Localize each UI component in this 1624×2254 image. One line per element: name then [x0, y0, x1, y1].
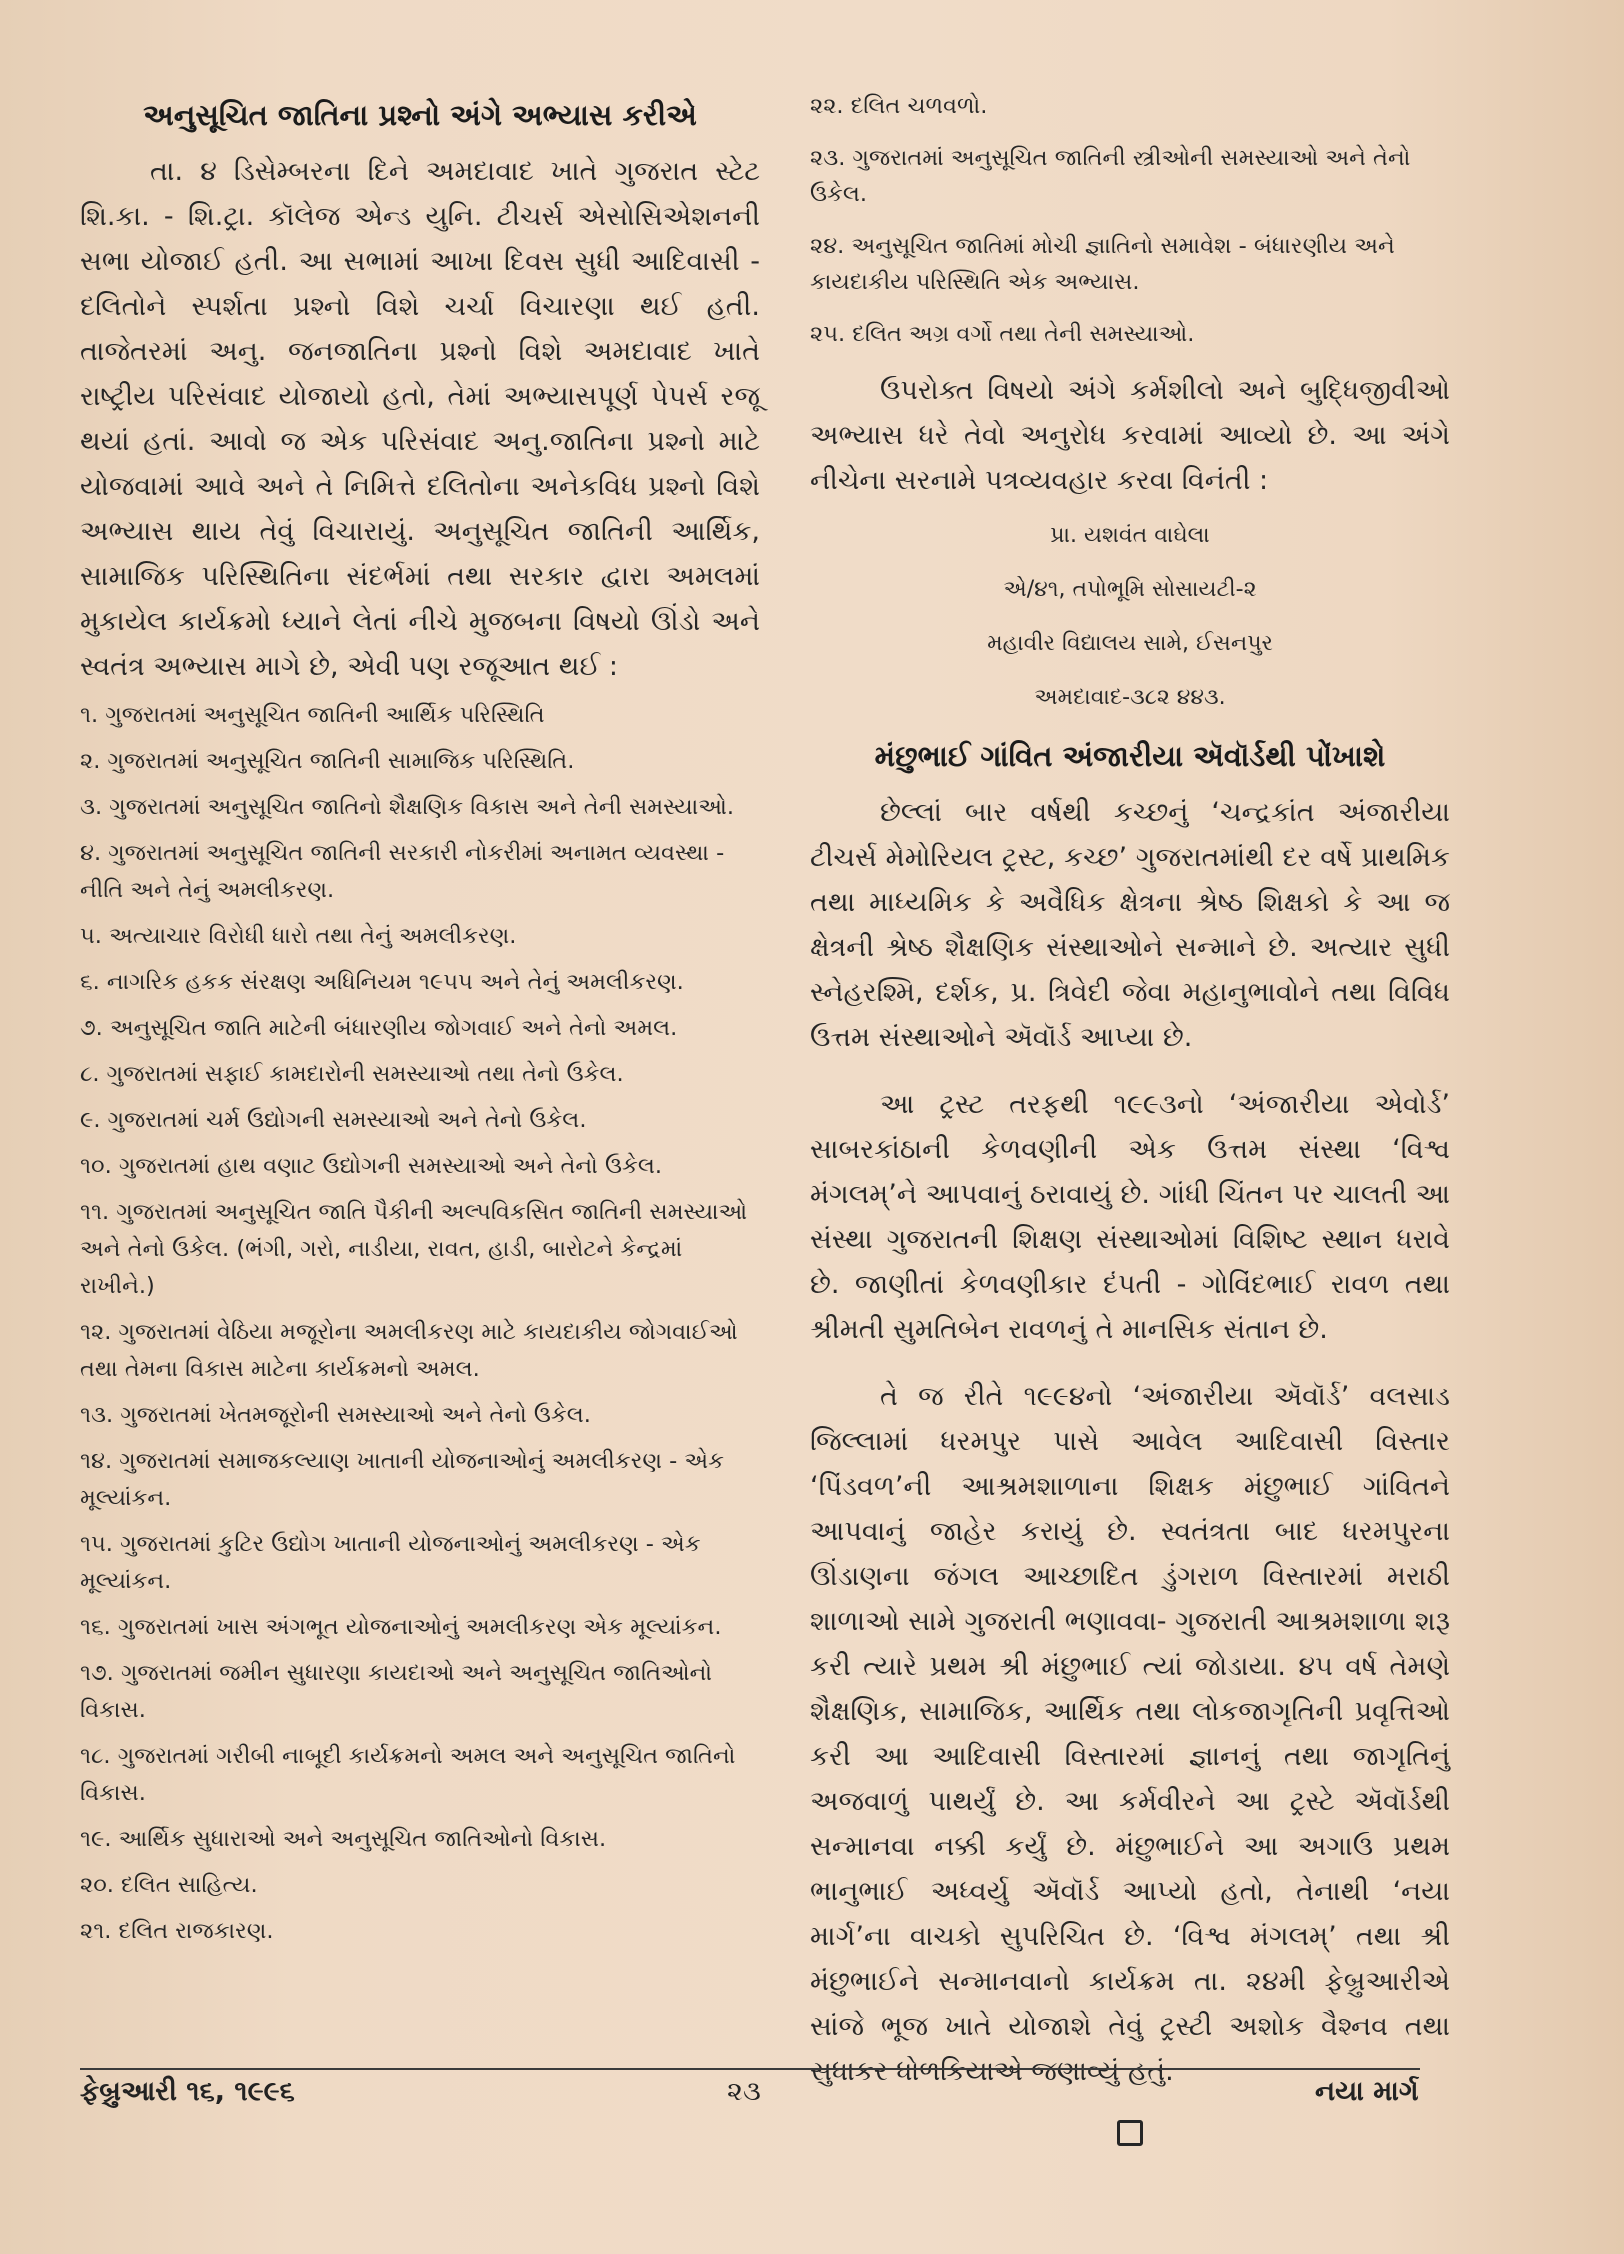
list-item: ૨૨. દલિત ચળવળો.: [810, 93, 988, 119]
address-line: એ/૪૧, તપોભૂમિ સોસાયટી-૨: [1003, 577, 1257, 602]
intro-paragraph: તા. ૪ ડિસેમ્બરના દિને અમદાવાદ ખાતે ગુજરાત સ્ટેટ શિ.કા. - શિ.ટ્રા. કૉલેજ એન્ડ યુનિ. ટીચર્સ એસોસિએશનની સભા યોજાઈ હતી. આ સભામાં આખા દિવસ સુધી આદિવાસી - દલિતોને સ્પર્શતા પ્રશ્નો વિશે ચર્ચા વિચારણા થઈ હતી. તાજેતરમાં અનુ. જનજાતિના પ્રશ્નો વિશે અમદાવાદ ખાતે રાષ્ટ્રીય પરિસંવાદ યોજાયો હતો, તેમાં અભ્યાસપૂર્ણ પેપર્સ રજૂ થયાં હતાં. આવો જ એક પરિસંવાદ અનુ.જાતિના પ્રશ્નો માટે યોજવામાં આવે અને તે નિમિત્તે દલિતોના અનેકવિધ પ્રશ્નો વિશે અભ્યાસ થાય તેવું વિચારાયું. અનુસૂચિત જાતિની આર્થિક, સામાજિક પરિસ્થિતિના સંદર્ભમાં તથા સરકાર દ્વારા અમલમાં મુકાયેલ કાર્યક્રમો ધ્યાને લેતાં નીચે મુજબના વિષયો ઊંડો અને સ્વતંત્ર અભ્યાસ માગે છે, એવી પણ રજૂઆત થઈ :: [80, 156, 760, 682]
address-line: મહાવીર વિદ્યાલય સામે, ઈસનપુર: [987, 631, 1273, 656]
list-item: ૪. ગુજરાતમાં અનુસૂચિત જાતિની સરકારી નોકરીમાં અનામત વ્યવસ્થા - નીતિ અને તેનું અમલીકરણ.: [80, 840, 725, 903]
magazine-name: નયા માર્ગ: [1315, 2076, 1419, 2107]
list-item: ૮. ગુજરાતમાં સફાઈ કામદારોની સમસ્યાઓ તથા તેનો ઉકેલ.: [80, 1061, 624, 1087]
list-item: ૨. ગુજરાતમાં અનુસૂચિત જાતિની સામાજિક પરિસ્થિતિ.: [80, 748, 575, 774]
list-item: ૧. ગુજરાતમાં અનુસૂચિત જાતિની આર્થિક પરિસ્થિતિ: [80, 702, 545, 728]
list-item: ૯. ગુજરાતમાં ચર્મ ઉદ્યોગની સમસ્યાઓ અને તેનો ઉકેલ.: [80, 1107, 587, 1133]
topics-list: [80, 697, 760, 1950]
list-item: ૭. અનુસૂચિત જાતિ માટેની બંધારણીય જોગવાઈ અને તેનો અમલ.: [80, 1015, 678, 1041]
list-item: ૨૩. ગુજરાતમાં અનુસૂચિત જાતિની સ્ત્રીઓની સમસ્યાઓ અને તેનો ઉકેલ.: [810, 145, 1411, 207]
contact-address: [810, 509, 1450, 725]
article-heading-award: મંછુભાઈ ગાંવિત અંજારીયા ઍવૉર્ડથી પોંખાશે: [874, 739, 1386, 773]
address-line: પ્રા. યશવંત વાઘેલા: [1050, 523, 1210, 548]
list-item: ૧૭. ગુજરાતમાં જમીન સુધારણા કાયદાઓ અને અનુસૂચિત જાતિઓનો વિકાસ.: [80, 1660, 713, 1723]
address-line: અમદાવાદ-૩૮૨ ૪૪૩.: [1034, 685, 1226, 710]
list-item: ૧૧. ગુજરાતમાં અનુસૂચિત જાતિ પૈકીની અલ્પવિકસિત જાતિની સમસ્યાઓ અને તેનો ઉકેલ. (ભંગી, ગરો, નાડીયા, રાવત, હાડી, બારોટને કેન્દ્રમાં રાખીને.): [80, 1199, 748, 1299]
award-paragraph-1: છેલ્લાં બાર વર્ષથી કચ્છનું ‘ચન્દ્રકાંત અંજારીયા ટીચર્સ મેમોરિયલ ટ્રસ્ટ, કચ્છ’ ગુજરાતમાંથી દર વર્ષે પ્રાથમિક તથા માધ્યમિક કે અવૈધિક ક્ષેત્રના શ્રેષ્ઠ શિક્ષકો કે આ જ ક્ષેત્રની શ્રેષ્ઠ શૈક્ષણિક સંસ્થાઓને સન્માને છે. અત્યાર સુધી સ્નેહરશ્મિ, દર્શક, પ્ર. ત્રિવેદી જેવા મહાનુભાવોને તથા વિવિધ ઉત્તમ સંસ્થાઓને ઍવૉર્ડ આપ્યા છે.: [810, 797, 1450, 1053]
list-item: ૧૮. ગુજરાતમાં ગરીબી નાબૂદી કાર્યક્રમનો અમલ અને અનુસૂચિત જાતિનો વિકાસ.: [80, 1743, 736, 1806]
list-item: ૧૨. ગુજરાતમાં વેઠિયા મજૂરોના અમલીકરણ માટે કાયદાકીય જોગવાઈઓ તથા તેમના વિકાસ માટેના કાર્યક્રમનો અમલ.: [80, 1319, 738, 1382]
list-item: ૬. નાગરિક હકક સંરક્ષણ અધિનિયમ ૧૯૫૫ અને તેનું અમલીકરણ.: [80, 969, 684, 995]
list-item: ૨૪. અનુસૂચિત જાતિમાં મોચી જ્ઞાતિનો સમાવેશ - બંધારણીય અને કાયદાકીય પરિસ્થિતિ એક અભ્યાસ.: [810, 233, 1395, 295]
award-paragraph-3: તે જ રીતે ૧૯૯૪નો ‘અંજારીયા ઍવૉર્ડ’ વલસાડ જિલ્લામાં ધરમપુર પાસે આવેલ આદિવાસી વિસ્તાર ‘પિંડવળ’ની આશ્રમશાળાના શિક્ષક મંછુભાઈ ગાંવિતને આપવાનું જાહેર કરાયું છે. સ્વતંત્રતા બાદ ધરમપુરના ઊંડાણના જંગલ આચ્છાદિત ડુંગરાળ વિસ્તારમાં મરાઠી શાળાઓ સામે ગુજરાતી ભણાવવા- ગુજરાતી આશ્રમશાળા શરૂ કરી ત્યારે પ્રથમ શ્રી મંછુભાઈ ત્યાં જોડાયા. ૪૫ વર્ષ તેમણે શૈક્ષણિક, સામાજિક, આર્થિક તથા લોકજાગૃતિની પ્રવૃત્તિઓ કરી આ આદિવાસી વિસ્તારમાં જ્ઞાનનું તથા જાગૃતિનું અજવાળું પાથર્યું છે. આ કર્મવીરને આ ટ્રસ્ટે ઍવૉર્ડથી સન્માનવા નક્કી કર્યું છે. મંછુભાઈને આ અગાઉ પ્રથમ ભાનુભાઈ અધ્વર્યુ ઍવૉર્ડ આપ્યો હતો, તેનાથી ‘નયા માર્ગ’ના વાચકો સુપરિચિત છે. ‘વિશ્વ મંગલમ્’ તથા શ્રી મંછુભાઈને સન્માનવાનો કાર્યક્રમ તા. ૨૪મી ફેબ્રુઆરીએ સાંજે ભૂજ ખાતે યોજાશે તેવું ટ્રસ્ટી અશોક વૈશ્નવ તથા સુધાકર ધોળકિયાએ જણાવ્યું હતું.: [810, 1381, 1450, 2087]
list-item: ૧૫. ગુજરાતમાં કુટિર ઉદ્યોગ ખાતાની યોજનાઓનું અમલીકરણ - એક મૂલ્યાંકન.: [80, 1531, 701, 1594]
page-number: ૨૩: [727, 2076, 761, 2107]
left-column: [80, 88, 760, 1959]
list-item: ૧૯. આર્થિક સુધારાઓ અને અનુસૂચિત જાતિઓનો વિકાસ.: [80, 1826, 607, 1852]
request-paragraph: ઉપરોક્ત વિષયો અંગે કર્મશીલો અને બુદ્ધિજીવીઓ અભ્યાસ ધરે તેવો અનુરોધ કરવામાં આવ્યો છે. આ અંગે નીચેના સરનામે પત્રવ્યવહાર કરવા વિનંતી :: [810, 375, 1450, 496]
award-paragraph-2: આ ટ્રસ્ટ તરફથી ૧૯૯૩નો ‘અંજારીયા એવોર્ડ’ સાબરકાંઠાની કેળવણીની એક ઉત્તમ સંસ્થા ‘વિશ્વ મંગલમ્’ને આપવાનું ઠરાવાયું છે. ગાંધી ચિંતન પર ચાલતી આ સંસ્થા ગુજરાતની શિક્ષણ સંસ્થાઓમાં વિશિષ્ટ સ્થાન ધરાવે છે. જાણીતાં કેળવણીકાર દંપતી - ગોવિંદભાઈ રાવળ તથા શ્રીમતી સુમતિબેન રાવળનું તે માનસિક સંતાન છે.: [810, 1089, 1450, 1345]
topics-list-continued: [810, 88, 1450, 352]
list-item: ૧૦. ગુજરાતમાં હાથ વણાટ ઉદ્યોગની સમસ્યાઓ અને તેનો ઉકેલ.: [80, 1153, 663, 1179]
list-item: ૧૩. ગુજરાતમાં ખેતમજૂરોની સમસ્યાઓ અને તેનો ઉકેલ.: [80, 1402, 591, 1428]
list-item: ૨૫. દલિત અગ્ર વર્ગો તથા તેની સમસ્યાઓ.: [810, 321, 1195, 347]
list-item: ૧૬. ગુજરાતમાં ખાસ અંગભૂત યોજનાઓનું અમલીકરણ એક મૂલ્યાંકન.: [80, 1614, 722, 1640]
right-column: [810, 88, 1450, 2146]
list-item: ૫. અત્યાચાર વિરોધી ધારો તથા તેનું અમલીકરણ.: [80, 923, 517, 949]
end-of-article-box-icon: [1117, 2120, 1143, 2146]
list-item: ૩. ગુજરાતમાં અનુસૂચિત જાતિનો શૈક્ષણિક વિકાસ અને તેની સમસ્યાઓ.: [80, 794, 735, 820]
footer-divider: [80, 2068, 1420, 2070]
list-item: ૨૦. દલિત સાહિત્ય.: [80, 1872, 258, 1898]
list-item: ૨૧. દલિત રાજકારણ.: [80, 1918, 274, 1944]
footer-date: ફેબ્રુઆરી ૧૬, ૧૯૯૬: [80, 2076, 295, 2107]
list-item: ૧૪. ગુજરાતમાં સમાજકલ્યાણ ખાતાની યોજનાઓનું અમલીકરણ - એક મૂલ્યાંકન.: [80, 1448, 724, 1511]
article-heading-scheduled-castes: અનુસૂચિત જાતિના પ્રશ્નો અંગે અભ્યાસ કરીએ: [143, 98, 697, 132]
